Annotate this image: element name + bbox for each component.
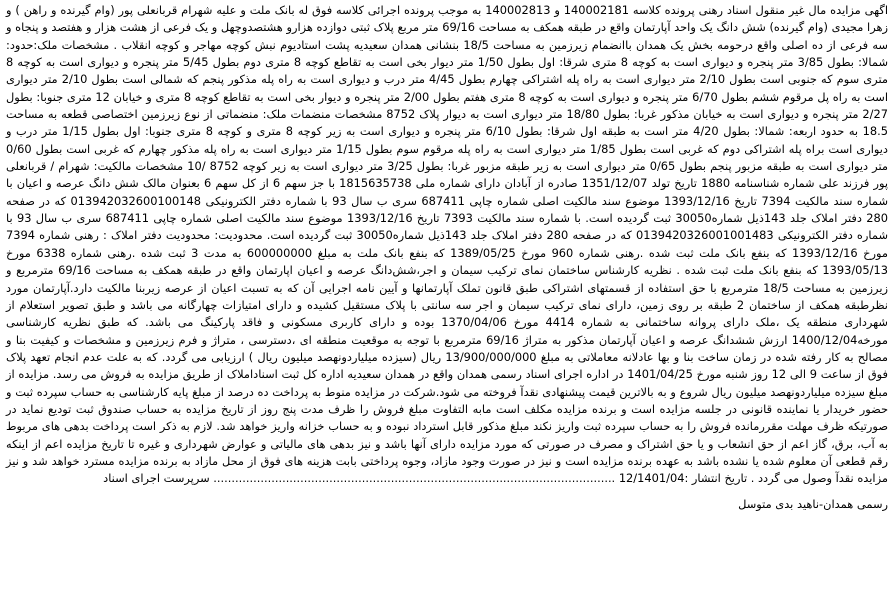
notice-body: اگهی مزایده مال غیر منقول اسناد رهنی پرونده کلاسه 140002181 و 140002813 به موجب پرونده اجرائی کلاسه فوق له بانک ملت و علیه شهرام قربانعلی پور (وام گیرنده و راهن ) و زهرا مجیدی (وام گیرنده) شش دانگ یک واحد آپارتمان واقع در طبقه همکف به مساحت 69/16 متر مربع پلاک ثبتی دوازده هزارو هشتصدوچهل و یک فرعی از هشت هزار و هفتصد و پنجاه و سه فرعی از ده اصلی واقع درحومه بخش یک همدان باانضمام زیرزمین به مساحت 18/5 بنشانی همدان سعیدیه پشت استادیوم نبش کوچه مهاجر و کوچه انقلاب . مشخصات ملک:حدود: شمالا: بطول 3/85 متر پنجره و دیواری است به کوچه 8 متری شرقا: اول بطول 1/50 متر دیوار بخی است به تقاطع کوچه 8 متری دوم بطول 5/45 متر پنجره و دیواری است به کوچه 8 متری سوم که جنوبی است بطول 2/10 متر دیواری است به راه پله اشتراکی چهارم بطول 4/45 متر درب و دیواری است به راه پله مذکور پنجم که شمالی است بطول 2/10 متر دیواری است به راه پل مرقوم ششم بطول 6/70 متر پنجره و دیواری است به کوچه 8 متری هفتم بطول 2/00 متر پنجره و دیوار بخی است به تقاطع کوچه 8 متری و خیابان 12 متری جنوبا: بطول 2/27 متر پنجره و دیواری است به خیابان مذکور غربا: بطول 18/80 متر دیواری است به دیوار پلاک 8752 مشخصات منضمات ملک: منضماتی از نوع زیرزمین اختصاصی قطعه به مساحت 18.5 به حدود اربعه: شمالا: بطول 4/20 متر است به طبقه اول شرقا: بطول 6/10 متر پنجره و دیواری است به زیر کوچه 8 متری و کوچه 8 متری جنوبا: اول بطول 1/15 متر درب و دیواری است براه پله اشتراکی دوم که غربی است بطول 1/85 متر دیواری است به راه پله مرقوم سوم بطول 1/15 متر دیواری است به راه پله مذکور چهارم که غربی است بطول 0/60 متر دیواری است به طبقه مزبور پنجم بطول 0/65 متر دیواری است به زیر طبقه مزبور غربا: بطول 3/25 متر دیواری است به زیر کوچه 8752 /10 مشخصات مالکیت: شهرام / قربانعلی پور فرزند علی شماره شناسنامه 1880 تاریخ تولد 1351/12/07 صادره از آبادان دارای شماره ملی 1815635738 با جز سهم 6 از کل سهم 6 بعنوان مالک شش دانگ عرصه و اعیان با شماره سند مالکیت 7394 تاریخ 1393/12/16 موضوع سند مالکیت اصلی شماره چاپی 687411 سری ب سال 93 با شماره دفتر الکترونیکی 013942032600100148 که در صفحه 280 دفتر املاک جلد 143ذیل شماره30050 ثبت گردیده است. با شماره سند مالکیت 7393 تاریخ 1393/12/16 موضوع سند مالکیت اصلی شماره چاپی 687411 سری ب سال 93 با شماره دفتر الکترونیکی 0139420326001001483 که در صفحه 280 دفتر املاک جلد 143ذیل شماره30050 ثبت گردیده است. محدودیت: محدودیت دفتر املاک : رهنی شماره 7394 مورخ 1393/12/16 که بنفع بانک ملت ثبت شده .رهنی شماره 960 مورخ 1389/05/25 که بنفع بانک ملت به مبلغ 600000000 به مدت 3 ثبت شده .رهنی شماره 6338 مورخ 1393/05/13 که بنفع بانک ملت ثبت شده . نظریه کارشناس ساختمان نمای ترکیب سیمان و اجر،شش‌دانگ عرصه و اعیان اپارتمان واقع در طبقه همکف به مساحت 69/16 مترمربع و زیرزمین به مساحت 18/5 مترمربع با حق استفاده از قسمتهای اشتراکی طبق قانون تملک آپارتمانها و آیین نامه اجرایی آن که به تسبت اعیان از عرصه زیربنا مالکیت دارد.آپارتمان مورد نظرطبقه همکف از ساختمان 2 طبقه بر روی زمین، دارای نمای ترکیب سیمان و اجر سه سانتی با پلاک مستقیل کشیده و دارای امتیازات چهارگانه می باشد و طبق تصویر استعلام از شهرداری منطقه یک ،ملک دارای پروانه ساختمانی به شماره 4414 مورخ 1370/04/06 بوده و دارای کاربری مسکونی و فاقد پارکینگ می باشد. که طبق نظریه کارشناسی مورخه1400/12/04 ارزش ششدانگ عرصه و اعیان آپارتمان مذکور به متراژ 69/16 مترمربع با توجه به موقعیت منطقه ای ،دسترسی ، متراژ و فرم زیرزمین و مشخصات و کیفیت بنا و مصالح به کار رفته شده در زمان ساخت بنا و بها عادلانه معاملاتی به مبلغ 13/900/000/000 ریال (سیزده میلیاردونهصد میلیون ریال ) ارزیابی می گردد. که به علت عدم انجام تعهد پلاک فوق از ساعت 9 الی 12 روز شنبه مورخ 1401/04/25 در اداره اجرای اسناد رسمی همدان واقع در همدان سعیدیه اداره کل ثبت اسناداملاک از طریق مزایده به فروش می رسد. مزایده از مبلغ سیزده میلیاردونهصد میلیون ریال شروع و به بالاترین قیمت پیشنهادی نقدآ فروخته می شود.شرکت در مزایده منوط به پرداخت ده درصد از مبلغ پایه کارشناسی به حساب سپرده ثبت و حضور خریدار یا نماینده قانونی در جلسه مزایده است و برنده مزایده مکلف است مابه التفاوت مبلغ فروش را ظرف مدت پنج روز از تاریخ مزایده به حساب صندوق ثبت تودیع نماید در صورتیکه ظرف مهلت مقررمانده فروش را به حساب سپرده ثبت واریز نکند مبلغ مذکور قابل استرداد نبوده و به حساب خزانه واریز خواهد شد. لازم به ذکر است پرداخت بدهی های مربوط به آب، برق، گاز اعم از حق انشعاب و یا حق اشتراک و مصرف در صورتی که مورد مزایده دارای آنها باشد و نیز بدهی های مالیاتی و عوارض شهرداری و غیره تا تاریخ مزایده اعم از اینکه رقم قطعی آن معلوم شده یا نشده باشد به عهده برنده مزایده است و نیز در صورت وجود مازاد، وجوه پرداختی بابت هزینه های فوق از محل مازاد به برنده مزایده مسترد خواهد شد و نیز مزایده نقدآ وصول می گردد . تاریخ انتشار :12/1401/04 ............................................................................................................... سرپرست اجرای اسناد	[6, 3, 889, 486]
auction-notice	[6, 2, 888, 513]
notice-footer: رسمی همدان-ناهید بدی متوسل	[738, 496, 888, 511]
